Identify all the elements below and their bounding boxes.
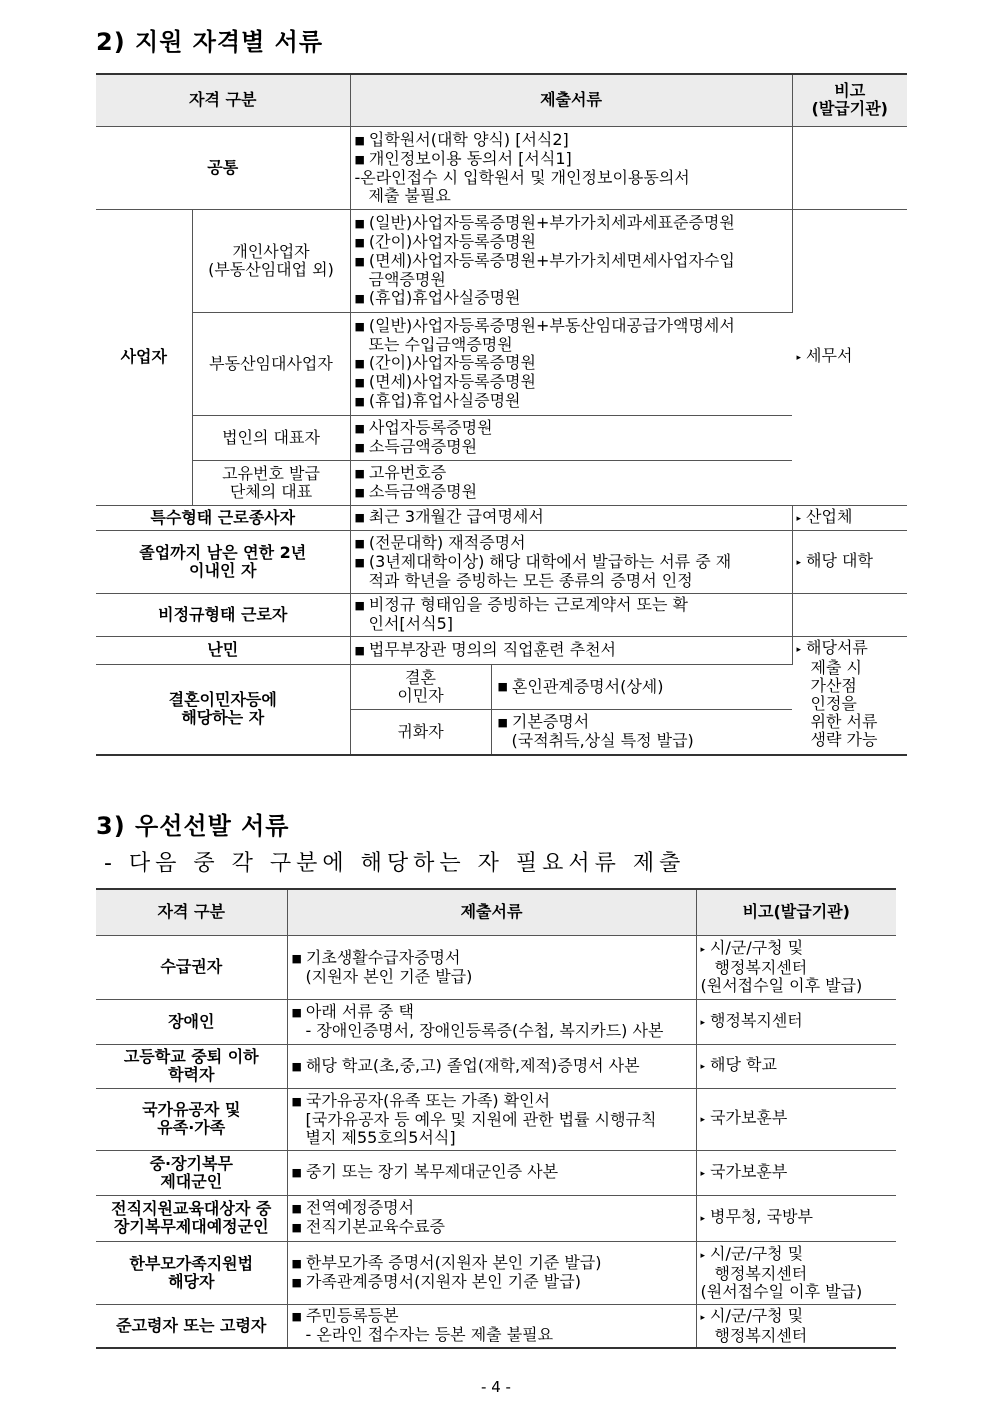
square-bullet-icon: ■ [291, 1275, 302, 1289]
triangle-bullet-icon: ▸ [700, 1115, 706, 1125]
triangle-bullet-icon: ▸ [700, 1017, 706, 1028]
section2-title: 2) 지원 자격별 서류 [96, 28, 324, 56]
realestate-label: 부동산임대사업자 [192, 312, 350, 415]
header-qual: 자격 구분 [96, 889, 287, 935]
priority-docs-table [96, 888, 896, 1349]
special-note: ▸ 산업체 [792, 505, 907, 530]
triangle-bullet-icon: ▸ [700, 945, 706, 955]
docs-cell: ■ 해당 학교(초,중,고) 졸업(재학,제적)증명서 사본 [287, 1044, 696, 1088]
qualification-label: 전직지원교육대상자 중 장기복무제대예정군인 [96, 1195, 287, 1241]
qualification-label: 장애인 [96, 999, 287, 1044]
table-row [96, 935, 896, 999]
irregular-note [792, 593, 907, 636]
table-row [96, 1088, 896, 1150]
common-note [792, 126, 907, 209]
triangle-bullet-icon: ▸ [700, 1214, 706, 1224]
refugee-label: 난민 [96, 636, 350, 664]
table-row [96, 1241, 896, 1304]
table-row [96, 999, 896, 1044]
naturalized-label: 귀화자 [351, 710, 492, 754]
corporate-docs: ■ 사업자등록증명원 ■ 소득금액증명원 [350, 415, 792, 460]
square-bullet-icon: ■ [354, 133, 365, 147]
square-bullet-icon: ■ [291, 1006, 302, 1019]
graduating-label: 졸업까지 남은 연한 2년 이내인 자 [96, 530, 350, 593]
square-bullet-icon: ■ [291, 1221, 302, 1234]
triangle-bullet-icon: ▸ [700, 1250, 706, 1261]
docs-cell: ■ 아래 서류 중 택 - 장애인증명서, 장애인등록증(수첩, 복지카드) 사본 [287, 999, 696, 1044]
note-cell: ▸ 해당 학교 [696, 1044, 896, 1088]
table-row [96, 1195, 896, 1241]
naturalized-doc: ■ 기본증명서 (국적취득,상실 특정 발급) [497, 712, 694, 750]
table-row [96, 1044, 896, 1088]
header-qual: 자격 구분 [96, 74, 350, 126]
square-bullet-icon: ■ [291, 1310, 302, 1324]
page-number: - 4 - [481, 1378, 511, 1396]
realestate-docs: ■ (일반)사업자등록증명원+부동산임대공급가액명세서 또는 수입금액증명원 ■ (간이)사업자등록증명원 ■ (면세)사업자등록증명원 ■ (휴업)휴업사실증명원 [350, 312, 792, 415]
header-docs: 제출서류 [287, 889, 696, 935]
unique-label: 고유번호 발급 단체의 대표 [192, 460, 350, 505]
marriage-immigrant-label: 결혼 이민자 [351, 665, 492, 709]
marriage-immigrant-row [350, 664, 792, 709]
qualification-label: 국가유공자 및 유족·가족 [96, 1088, 287, 1150]
combined-note: ▸ 해당서류 제출 시 가산점 인정을 위한 서류 생략 가능 [792, 636, 907, 755]
docs-cell: ■ 국가유공자(유족 또는 가족) 확인서 [국가유공자 등 예우 및 지원에 관한 법률 시행규칙 별지 제55호의5서식] [287, 1088, 696, 1150]
docs-cell: ■ 기초생활수급자증명서 (지원자 본인 기준 발급) [287, 935, 696, 999]
header-note: 비고 (발급기관) [792, 74, 907, 126]
individual-business-label: 개인사업자 (부동산임대업 외) [192, 209, 350, 312]
special-label: 특수형태 근로종사자 [96, 505, 350, 530]
docs-cell: ■ 주민등록등본 - 온라인 접수자는 등본 제출 불필요 [287, 1304, 696, 1348]
qualification-label: 수급권자 [96, 935, 287, 999]
individual-business-docs: ■ (일반)사업자등록증명원+부가가치세과세표준증명원 ■ (간이)사업자등록증명원 ■ (면세)사업자등록증명원+부가가치세면세사업자수입 금액증명원 ■ (휴업)휴업사실증명원 [350, 209, 792, 312]
qualification-label: 중·장기복무 제대군인 [96, 1150, 287, 1195]
qualification-label: 한부모가족지원법 해당자 [96, 1241, 287, 1304]
square-bullet-icon: ■ [291, 1094, 302, 1108]
common-docs: ■ 입학원서(대학 양식) [서식2] ■ 개인정보이용 동의서 [서식1] -온라인접수 시 입학원서 및 개인정보이용동의서 제출 불필요 [350, 126, 792, 209]
square-bullet-icon: ■ [354, 152, 365, 166]
special-doc: ■ 최근 3개월간 급여명세서 [350, 505, 792, 530]
square-bullet-icon: ■ [291, 1059, 302, 1073]
business-label: 사업자 [96, 209, 192, 505]
header-note: 비고(발급기관) [696, 889, 896, 935]
graduating-note: ▸ 해당 대학 [792, 530, 907, 593]
note-cell: ▸ 병무청, 국방부 [696, 1195, 896, 1241]
marriage-label: 결혼이민자등에 해당하는 자 [96, 664, 350, 755]
docs-cell: ■ 중기 또는 장기 복무제대군인증 사본 [287, 1150, 696, 1195]
marriage-immigrant-doc: ■ 혼인관계증명서(상세) [497, 676, 664, 696]
irregular-docs: ■ 비정규 형태임을 증빙하는 근로계약서 또는 확 인서[서식5] [350, 593, 792, 636]
corporate-label: 법인의 대표자 [192, 415, 350, 460]
note-cell: ▸ 행정복지센터 [696, 999, 896, 1044]
section3-title: 3) 우선선발 서류 [96, 812, 290, 840]
unique-docs: ■ 고유번호증 ■ 소득금액증명원 [350, 460, 792, 505]
square-bullet-icon: ■ [291, 1256, 302, 1270]
note-cell: ▸ 국가보훈부 [696, 1088, 896, 1150]
note-cell: ▸ 시/군/구청 및 행정복지센터 (원서접수일 이후 발급) [696, 935, 896, 999]
square-bullet-icon: ■ [291, 951, 302, 965]
section3-subtitle: - 다음 중 각 구분에 해당하는 자 필요서류 제출 [104, 851, 686, 876]
table-row [96, 1150, 896, 1195]
docs-cell: ■ 한부모가족 증명서(지원자 본인 기준 발급) ■ 가족관계증명서(지원자 본인 기준 발급) [287, 1241, 696, 1304]
triangle-bullet-icon: ▸ [700, 1312, 706, 1323]
business-note: ▸ 세무서 [792, 209, 907, 505]
triangle-bullet-icon: ▸ [796, 353, 802, 363]
qualification-label: 준고령자 또는 고령자 [96, 1304, 287, 1348]
triangle-bullet-icon: ▸ [700, 1168, 706, 1179]
irregular-label: 비정규형태 근로자 [96, 593, 350, 636]
refugee-doc: ■ 법무부장관 명의의 직업훈련 추천서 [350, 636, 792, 664]
square-bullet-icon: ■ [291, 1202, 302, 1215]
common-label: 공통 [96, 126, 350, 209]
header-docs: 제출서류 [350, 74, 792, 126]
docs-cell: ■ 전역예정증명서 ■ 전직기본교육수료증 [287, 1195, 696, 1241]
naturalized-row [350, 709, 792, 755]
table-row [96, 1304, 896, 1348]
triangle-bullet-icon: ▸ [700, 1062, 706, 1072]
note-cell: ▸ 시/군/구청 및 행정복지센터 [696, 1304, 896, 1348]
qualification-label: 고등학교 중퇴 이하 학력자 [96, 1044, 287, 1088]
graduating-docs: ■ (전문대학) 재적증명서 ■ (3년제대학이상) 해당 대학에서 발급하는 서류 중 재 적과 학년을 증빙하는 모든 종류의 증명서 인정 [350, 530, 792, 593]
note-cell: ▸ 시/군/구청 및 행정복지센터 (원서접수일 이후 발급) [696, 1241, 896, 1304]
square-bullet-icon: ■ [291, 1166, 302, 1179]
note-cell: ▸ 국가보훈부 [696, 1150, 896, 1195]
qualification-docs-table [96, 73, 907, 756]
